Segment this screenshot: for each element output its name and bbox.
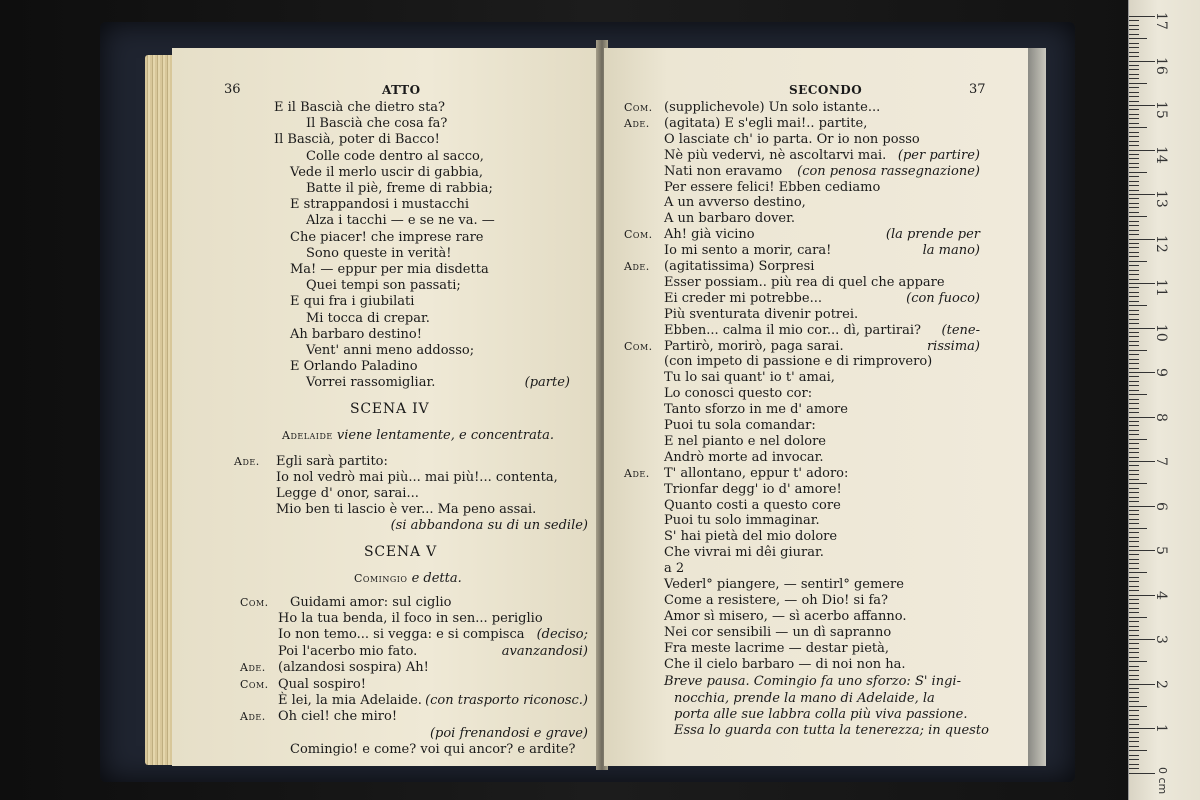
ruler-tick <box>1129 701 1139 702</box>
ruler-tick <box>1129 56 1139 57</box>
right-verse-text: Per essere felici! Ebben cediamo <box>664 179 881 195</box>
ruler-tick <box>1129 154 1139 155</box>
ruler-number: 17 <box>1153 12 1169 30</box>
ruler-tick <box>1129 719 1139 720</box>
ruler-tick <box>1129 123 1139 124</box>
ruler-tick <box>1129 746 1139 747</box>
ruler-number: 1 <box>1153 724 1169 733</box>
ruler-tick <box>1129 514 1139 515</box>
measuring-ruler <box>1128 0 1200 800</box>
ruler-tick <box>1129 692 1139 693</box>
ruler-tick <box>1129 190 1139 191</box>
ruler-tick <box>1129 399 1139 400</box>
ruler-tick <box>1129 612 1139 613</box>
right-verse-text: Tu lo sai quant' io t' amai, <box>664 370 835 386</box>
ruler-tick <box>1129 118 1139 119</box>
ruler-tick <box>1129 608 1139 609</box>
ruler-tick <box>1129 590 1139 591</box>
ruler-tick <box>1129 145 1139 146</box>
ruler-tick <box>1129 741 1139 742</box>
scene-title-iv: SCENA IV <box>350 400 430 417</box>
scene-v-line-text: (alzandosi sospira) Ah! <box>278 660 429 676</box>
left-verse-text: Che piacer! che imprese rare <box>290 229 484 245</box>
ruler-tick <box>1129 283 1155 284</box>
ruler-tick <box>1129 759 1139 760</box>
ruler-tick <box>1129 675 1139 676</box>
ruler-tick <box>1129 737 1139 738</box>
scene-v-line-speaker: Ade. <box>240 710 266 724</box>
ruler-tick <box>1129 417 1155 418</box>
ruler-tick <box>1129 74 1139 75</box>
ruler-tick <box>1129 652 1139 653</box>
ruler-number: 4 <box>1153 590 1169 600</box>
right-verse-text: Andrò morte ad invocar. <box>664 449 824 465</box>
ruler-tick <box>1129 443 1139 444</box>
ruler-tick <box>1129 439 1147 440</box>
right-verse-stage-direction: la mano) <box>922 243 980 259</box>
ruler-number: 9 <box>1153 368 1169 377</box>
left-verse-text: Il Bascià che cosa fa? <box>306 116 448 132</box>
ruler-tick <box>1129 305 1147 306</box>
ruler-tick <box>1129 425 1139 426</box>
ruler-tick <box>1129 679 1139 680</box>
ruler-tick <box>1129 345 1139 346</box>
ruler-tick <box>1129 296 1139 297</box>
right-verse-text: (agitatissima) Sorpresi <box>664 259 815 274</box>
ruler-number: 10 <box>1153 323 1169 342</box>
ruler-number: 11 <box>1153 279 1169 297</box>
left-verse-text: Colle code dentro al sacco, <box>306 148 484 164</box>
ruler-tick <box>1129 216 1147 217</box>
final-stage-direction: nocchia, prende la mano di Adelaide, la <box>674 690 935 706</box>
ruler-tick <box>1129 546 1139 547</box>
right-verse-speaker: Ade. <box>624 260 650 273</box>
left-verse-text: E il Bascià che dietro sta? <box>274 100 446 115</box>
left-verse-text: Alza i tacchi — e se ne va. — <box>306 213 495 229</box>
ruler-tick <box>1129 176 1139 177</box>
ruler-tick <box>1129 434 1139 435</box>
ruler-tick <box>1129 528 1147 529</box>
scene-v-line-text: Poi l'acerbo mio fato. <box>278 643 418 659</box>
ruler-tick <box>1129 483 1147 484</box>
ruler-tick <box>1129 728 1155 729</box>
ruler-tick <box>1129 408 1139 409</box>
ruler-tick <box>1129 603 1139 604</box>
ruler-tick <box>1129 470 1139 471</box>
left-verse-text: Vede il merlo uscir di gabbia, <box>290 164 484 180</box>
ruler-tick <box>1129 354 1139 355</box>
ruler-number: 3 <box>1153 635 1169 644</box>
ruler-tick <box>1129 715 1139 716</box>
right-verse-text: E nel pianto e nel dolore <box>664 433 826 449</box>
left-verse-text: E qui fra i giubilati <box>290 294 415 310</box>
ruler-unit: 0 cm <box>1156 767 1169 795</box>
right-verse-text: Nè più vedervi, nè ascoltarvi mai. <box>664 147 887 163</box>
ruler-tick <box>1129 158 1139 159</box>
right-verse-text: O lasciate ch' io parta. Or io non posso <box>664 131 920 147</box>
ruler-tick <box>1129 256 1139 257</box>
ruler-tick <box>1129 261 1147 262</box>
ruler-tick <box>1129 599 1139 600</box>
right-verse-text: A un avverso destino, <box>664 195 806 211</box>
ruler-number: 14 <box>1153 145 1169 164</box>
ruler-tick <box>1129 101 1139 102</box>
ruler-tick <box>1129 501 1139 502</box>
ruler-tick <box>1129 109 1139 110</box>
ruler-tick <box>1129 332 1139 333</box>
ruler-tick <box>1129 167 1139 168</box>
ruler-tick <box>1129 247 1139 248</box>
ruler-tick <box>1129 617 1147 618</box>
ruler-tick <box>1129 537 1139 538</box>
right-page <box>604 48 1028 766</box>
scene-v-line-speaker: Ade. <box>240 661 266 675</box>
ruler-tick <box>1129 376 1139 377</box>
ruler-tick <box>1129 666 1139 667</box>
right-verse-stage-direction: (per partire) <box>897 147 980 163</box>
ruler-tick <box>1129 163 1139 164</box>
ruler-tick <box>1129 394 1147 395</box>
ruler-tick <box>1129 457 1139 458</box>
right-verse-speaker: Ade. <box>624 116 650 130</box>
scene-v-line-text: Guidami amor: sul ciglio <box>290 594 452 610</box>
page-number-right: 37 <box>969 82 986 97</box>
right-verse-text: Puoi tu sola comandar: <box>664 418 816 433</box>
ruler-tick <box>1129 773 1155 774</box>
ruler-number: 12 <box>1153 234 1169 253</box>
ruler-tick <box>1129 265 1139 266</box>
final-stage-direction: Breve pausa. Comingio fa uno sforzo: S' ingi- <box>664 674 961 690</box>
scene-iv-line-text: Mio ben ti lascio è ver... Ma peno assai. <box>276 502 537 518</box>
right-verse-text: Che il cielo barbaro — di noi non ha. <box>664 656 906 672</box>
ruler-tick <box>1129 132 1139 133</box>
scene-title-v: SCENA V <box>364 543 438 560</box>
ruler-number: 8 <box>1153 412 1169 422</box>
ruler-tick <box>1129 47 1139 48</box>
ruler-tick <box>1129 368 1139 369</box>
ruler-number: 16 <box>1153 56 1169 75</box>
right-verse-text: Lo conosci questo cor: <box>664 386 813 402</box>
ruler-tick <box>1129 350 1147 351</box>
right-verse-text: Più sventurata divenir potrei. <box>664 306 859 322</box>
scene-v-line-text: È lei, la mia Adelaide. <box>278 693 422 708</box>
right-verse-stage-direction: (tene- <box>941 322 980 338</box>
ruler-tick <box>1129 185 1139 186</box>
right-verse-text: Tanto sforzo in me d' amore <box>664 402 848 418</box>
ruler-number: 5 <box>1153 546 1169 555</box>
scene-iv-line-text: Io nol vedrò mai più... mai più!... contenta, <box>276 469 558 485</box>
right-verse-text: Amor sì misero, — sì acerbo affanno. <box>664 608 907 624</box>
right-verse-speaker: Com. <box>624 101 653 114</box>
right-verse-stage-direction: rissima) <box>926 338 980 354</box>
ruler-tick <box>1129 559 1139 560</box>
ruler-tick <box>1129 755 1139 756</box>
ruler-tick <box>1129 69 1139 70</box>
ruler-tick <box>1129 181 1139 182</box>
ruler-tick <box>1129 150 1155 151</box>
ruler-tick <box>1129 764 1139 765</box>
right-verse-text: Come a resistere, — oh Dio! si fa? <box>664 592 889 608</box>
page-number-left: 36 <box>224 82 241 97</box>
ruler-tick <box>1129 448 1139 449</box>
scene-v-line-text: Comingio! e come? voi qui ancor? e ardite? <box>290 742 576 758</box>
scene-v-line-stage-direction: avanzandosi) <box>501 643 588 659</box>
ruler-tick <box>1129 581 1139 582</box>
running-header-right: SECONDO <box>789 83 863 97</box>
ruler-tick <box>1129 724 1139 725</box>
ruler-tick <box>1129 136 1139 137</box>
ruler-tick <box>1129 510 1139 511</box>
right-verse-stage-direction: (con penosa rassegnazione) <box>797 163 980 179</box>
right-verse-text: Ah! già vicino <box>664 227 755 243</box>
left-verse-stage-direction: (parte) <box>524 375 570 391</box>
scene-v-line-stage-direction: (poi frenandosi e grave) <box>429 725 588 741</box>
left-verse-text: Vent' anni meno addosso; <box>306 343 475 358</box>
ruler-number: 15 <box>1153 101 1169 119</box>
ruler-tick <box>1129 225 1139 226</box>
ruler-tick <box>1129 78 1139 79</box>
ruler-tick <box>1129 497 1139 498</box>
right-verse-text: Trionfar degg' io d' amore! <box>664 481 842 497</box>
scene-v-stage: Comingio e detta. <box>354 570 462 586</box>
ruler-tick <box>1129 630 1139 631</box>
right-verse-text: a 2 <box>664 561 685 577</box>
ruler-tick <box>1129 532 1139 533</box>
ruler-number: 7 <box>1153 457 1169 466</box>
ruler-tick <box>1129 768 1139 769</box>
ruler-tick <box>1129 710 1139 711</box>
ruler-tick <box>1129 363 1139 364</box>
left-verse-text: Quei tempi son passati; <box>306 278 461 294</box>
scene-iv-line-text: Legge d' onor, sarai... <box>276 486 419 501</box>
ruler-tick <box>1129 96 1139 97</box>
ruler-tick <box>1129 474 1139 475</box>
ruler-tick <box>1129 572 1147 573</box>
ruler-tick <box>1129 519 1139 520</box>
ruler-tick <box>1129 488 1139 489</box>
ruler-tick <box>1129 65 1139 66</box>
ruler-tick <box>1129 465 1139 466</box>
ruler-tick <box>1129 43 1139 44</box>
left-verse-text: Ah barbaro destino! <box>290 326 422 342</box>
ruler-tick <box>1129 657 1139 658</box>
ruler-tick <box>1129 34 1139 35</box>
ruler-tick <box>1129 203 1139 204</box>
scene-iv-stage: Adelaide viene lentamente, e concentrata. <box>282 427 554 443</box>
ruler-tick <box>1129 586 1139 587</box>
scene-v-line-stage-direction: (con trasporto riconosc.) <box>425 693 588 708</box>
ruler-tick <box>1129 29 1139 30</box>
right-verse-stage-direction: (con fuoco) <box>906 290 980 306</box>
ruler-number: 13 <box>1153 190 1169 208</box>
ruler-tick <box>1129 292 1139 293</box>
ruler-tick <box>1129 359 1139 360</box>
right-verse-text: (con impeto di passione e di rimprovero) <box>664 354 933 370</box>
ruler-tick <box>1129 127 1147 128</box>
ruler-tick <box>1129 648 1139 649</box>
ruler-tick <box>1129 105 1155 106</box>
ruler-tick <box>1129 621 1139 622</box>
right-verse-speaker: Com. <box>624 228 653 242</box>
ruler-tick <box>1129 430 1139 431</box>
ruler-tick <box>1129 688 1139 689</box>
ruler-tick <box>1129 83 1147 84</box>
right-verse-speaker: Ade. <box>624 466 650 480</box>
right-verse-text: S' hai pietà del mio dolore <box>664 529 838 545</box>
ruler-tick <box>1129 114 1139 115</box>
scene-v-line-speaker: Com. <box>240 595 269 609</box>
ruler-tick <box>1129 252 1139 253</box>
ruler-tick <box>1129 194 1155 195</box>
ruler-number: 6 <box>1153 501 1169 511</box>
ruler-tick <box>1129 234 1139 235</box>
ruler-tick <box>1129 750 1147 751</box>
ruler-tick <box>1129 421 1139 422</box>
ruler-tick <box>1129 403 1139 404</box>
ruler-tick <box>1129 328 1155 329</box>
ruler-tick <box>1129 221 1139 222</box>
ruler-tick <box>1129 287 1139 288</box>
ruler-tick <box>1129 274 1139 275</box>
ruler-tick <box>1129 541 1139 542</box>
right-verse-text: (agitata) E s'egli mai!.. partite, <box>664 115 868 131</box>
right-verse-text: Esser possiam.. più rea di quel che appare <box>664 274 945 290</box>
right-verse-text: Ei creder mi potrebbe... <box>664 290 822 306</box>
left-verse-text: E strappandosi i mustacchi <box>290 197 470 213</box>
right-verse-text: Nei cor sensibili — un dì sapranno <box>664 624 892 640</box>
ruler-tick <box>1129 207 1139 208</box>
right-verse-text: Nati non eravamo <box>664 163 783 179</box>
ruler-tick <box>1129 670 1139 671</box>
ruler-tick <box>1129 336 1139 337</box>
page-edges <box>145 55 175 765</box>
ruler-tick <box>1129 341 1139 342</box>
ruler-tick <box>1129 492 1139 493</box>
ruler-tick <box>1129 684 1155 685</box>
ruler-tick <box>1129 550 1155 551</box>
left-verse-text: Il Bascià, poter di Bacco! <box>274 132 440 148</box>
running-header-left: ATTO <box>382 83 421 97</box>
left-verse-text: Ma! — eppur per mia disdetta <box>290 262 489 277</box>
ruler-number: 2 <box>1153 679 1169 689</box>
ruler-tick <box>1129 38 1147 39</box>
ruler-tick <box>1129 639 1155 640</box>
left-page <box>172 48 600 766</box>
ruler-tick <box>1129 479 1139 480</box>
right-verse-text: Che vivrai mi dêi giurar. <box>664 545 824 561</box>
ruler-tick <box>1129 626 1139 627</box>
right-verse-text: Puoi tu solo immaginar. <box>664 513 820 529</box>
ruler-tick <box>1129 697 1139 698</box>
ruler-tick <box>1129 25 1139 26</box>
final-stage-direction: Essa lo guarda con tutta la tenerezza; in questo <box>674 723 989 738</box>
final-stage-direction: porta alle sue labbra colla più viva passione. <box>674 706 968 722</box>
scene-v-line-text: Qual sospiro! <box>278 676 366 692</box>
ruler-tick <box>1129 301 1139 302</box>
right-verse-text: T' allontano, eppur t' adoro: <box>664 465 849 481</box>
right-verse-text: Quanto costi a questo core <box>664 497 841 513</box>
scene-v-line-text: Oh ciel! che miro! <box>278 709 398 725</box>
ruler-tick <box>1129 372 1155 373</box>
scene-v-line-text: Io non temo... si vegga: e si compisca <box>278 627 525 643</box>
ruler-tick <box>1129 279 1139 280</box>
ruler-tick <box>1129 314 1139 315</box>
ruler-tick <box>1129 270 1139 271</box>
right-verse-text: A un barbaro dover. <box>664 211 796 227</box>
right-verse-stage-direction: (la prende per <box>885 227 980 243</box>
ruler-tick <box>1129 172 1147 173</box>
left-verse-text: Sono queste in verità! <box>306 245 452 261</box>
left-verse-text: E Orlando Paladino <box>290 359 418 375</box>
right-edge-shadow <box>1028 48 1046 766</box>
ruler-tick <box>1129 661 1147 662</box>
ruler-tick <box>1129 243 1139 244</box>
ruler-tick <box>1129 141 1139 142</box>
ruler-tick <box>1129 310 1139 311</box>
ruler-tick <box>1129 92 1139 93</box>
ruler-tick <box>1129 643 1139 644</box>
ruler-tick <box>1129 568 1139 569</box>
ruler-tick <box>1129 239 1155 240</box>
ruler-tick <box>1129 20 1139 21</box>
ruler-tick <box>1129 506 1155 507</box>
right-verse-text: (supplichevole) Un solo istante... <box>664 100 881 115</box>
ruler-tick <box>1129 381 1139 382</box>
right-verse-text: Ebben... calma il mio cor... dì, partirai? <box>664 322 921 338</box>
ruler-tick <box>1129 554 1139 555</box>
scene-v-line-speaker: Com. <box>240 677 269 691</box>
ruler-tick <box>1129 461 1155 462</box>
ruler-tick <box>1129 385 1139 386</box>
ruler-tick <box>1129 16 1155 17</box>
ruler-tick <box>1129 198 1139 199</box>
right-verse-text: Vederl° piangere, — sentirl° gemere <box>664 577 904 592</box>
scene-v-line-text: Ho la tua benda, il foco in sen... periglio <box>278 611 543 626</box>
ruler-tick <box>1129 212 1139 213</box>
ruler-tick <box>1129 563 1139 564</box>
ruler-tick <box>1129 452 1139 453</box>
ruler-tick <box>1129 732 1139 733</box>
ruler-tick <box>1129 412 1139 413</box>
ruler-tick <box>1129 52 1139 53</box>
scene-v-line-stage-direction: (deciso; <box>536 627 588 643</box>
ruler-tick <box>1129 61 1155 62</box>
left-verse-text: Batte il piè, freme di rabbia; <box>306 181 493 196</box>
left-verse-text: Vorrei rassomigliar. <box>306 375 436 391</box>
ruler-tick <box>1129 577 1139 578</box>
ruler-tick <box>1129 706 1147 707</box>
right-verse-text: Io mi sento a morir, cara! <box>664 243 832 259</box>
right-verse-text: Partirò, morirò, paga sarai. <box>664 338 844 354</box>
ruler-tick <box>1129 635 1139 636</box>
right-verse-text: Fra meste lacrime — destar pietà, <box>664 640 889 656</box>
ruler-tick <box>1129 323 1139 324</box>
ruler-tick <box>1129 595 1155 596</box>
scene-iv-line-stage-direction: (si abbandona su di un sedile) <box>390 518 588 534</box>
scene-iv-line-speaker: Ade. <box>234 454 260 468</box>
ruler-tick <box>1129 87 1139 88</box>
ruler-tick <box>1129 390 1139 391</box>
scene-iv-line-text: Egli sarà partito: <box>276 453 388 469</box>
ruler-tick <box>1129 230 1139 231</box>
left-verse-text: Mi tocca di crepar. <box>306 310 430 326</box>
right-verse-speaker: Com. <box>624 339 653 353</box>
ruler-tick <box>1129 523 1139 524</box>
ruler-tick <box>1129 319 1139 320</box>
